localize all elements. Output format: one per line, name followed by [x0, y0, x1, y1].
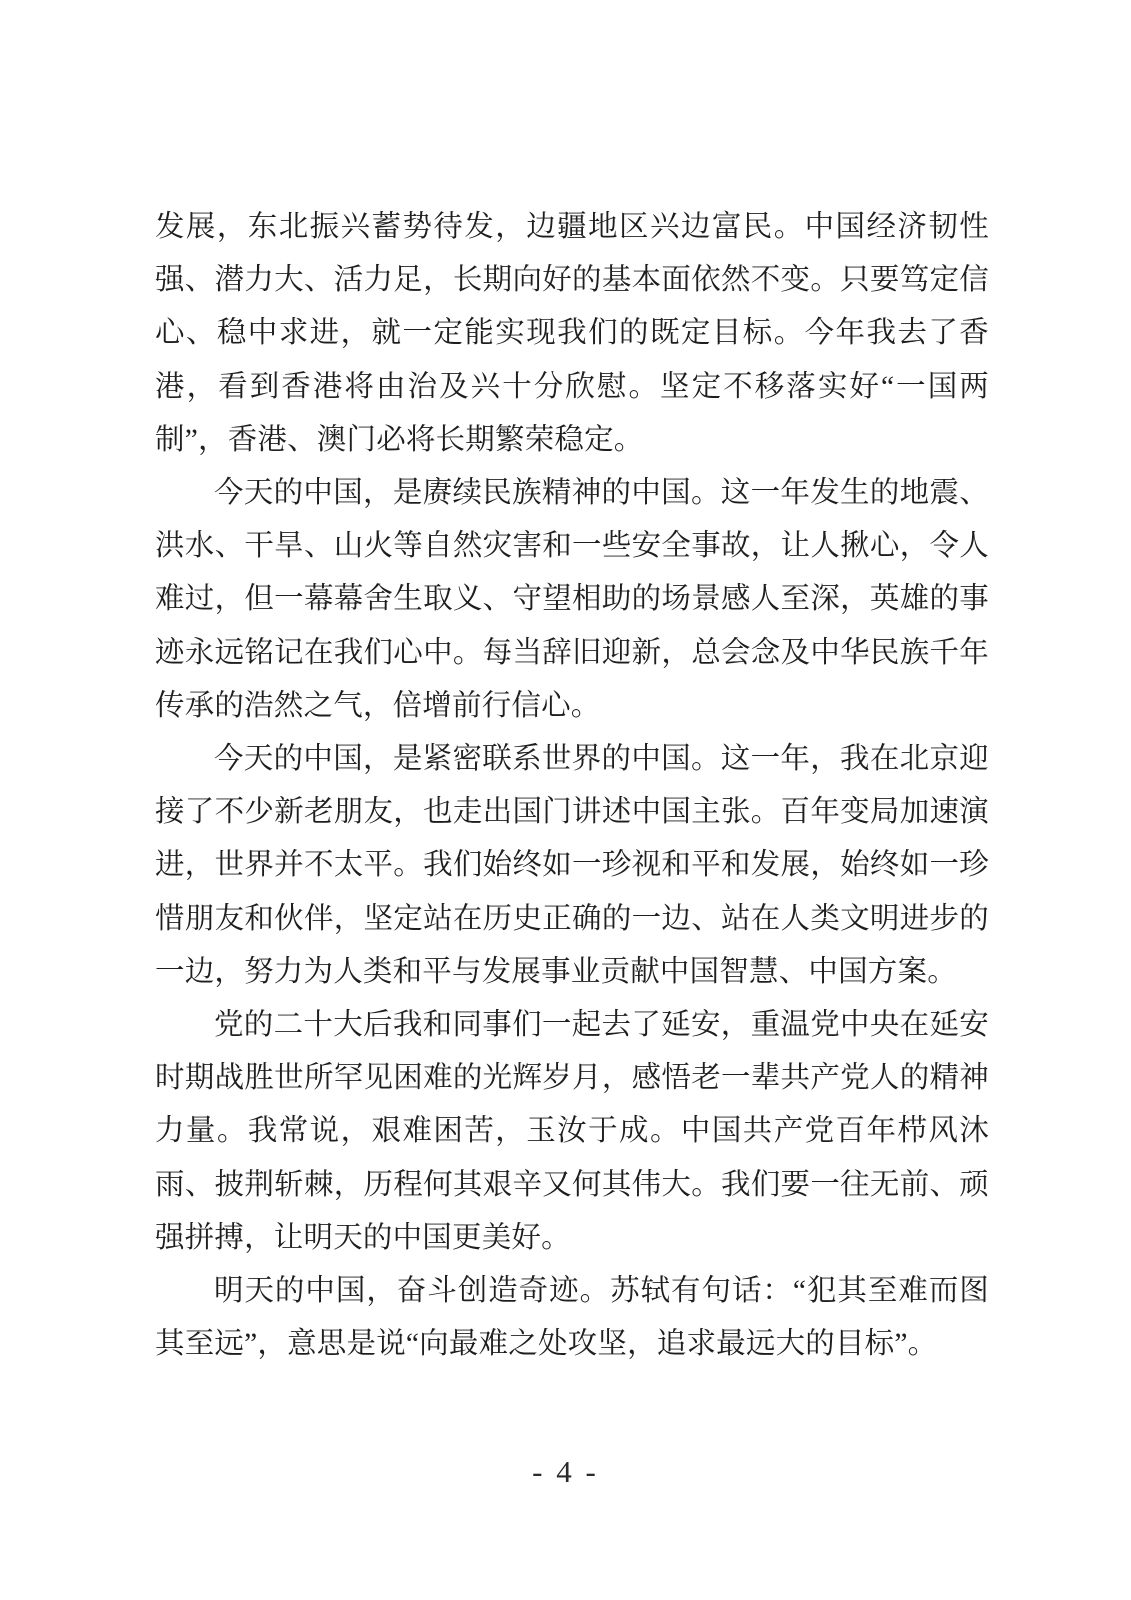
page-footer — [0, 1452, 1131, 1492]
document-body — [155, 201, 989, 1371]
paragraph-national-spirit: 今天的中国，是赓续民族精神的中国。这一年发生的地震、洪水、干旱、山火等自然灾害和一些安全事故，让人揪心，令人难过，但一幕幕舍生取义、守望相助的场景感人至深，英雄的事迹永远铭记在我们心中。每当辞旧迎新，总会念及中华民族千年传承的浩然之气，倍增前行信心。 — [155, 477, 989, 722]
paragraph-yanan: 党的二十大后我和同事们一起去了延安，重温党中央在延安时期战胜世所罕见困难的光辉岁月，感悟老一辈共产党人的精神力量。我常说，艰难困苦，玉汝于成。中国共产党百年栉风沐雨、披荆斩棘，历程何其艰辛又何其伟大。我们要一往无前、顽强拼搏，让明天的中国更美好。 — [155, 1009, 989, 1254]
page-number: - 4 - — [532, 1454, 599, 1489]
paragraph-tomorrow-china: 明天的中国，奋斗创造奇迹。苏轼有句话：“犯其至难而图其至远”，意思是说“向最难之处攻坚，追求最远大的目标”。 — [155, 1275, 989, 1361]
paragraph-continuation: 发展，东北振兴蓄势待发，边疆地区兴边富民。中国经济韧性强、潜力大、活力足，长期向好的基本面依然不变。只要笃定信心、稳中求进，就一定能实现我们的既定目标。今年我去了香港，看到香港将由治及兴十分欣慰。坚定不移落实好“一国两制”，香港、澳门必将长期繁荣稳定。 — [155, 211, 989, 456]
paragraph-world-ties: 今天的中国，是紧密联系世界的中国。这一年，我在北京迎接了不少新老朋友，也走出国门讲述中国主张。百年变局加速演进，世界并不太平。我们始终如一珍视和平和发展，始终如一珍惜朋友和伙伴，坚定站在历史正确的一边、站在人类文明进步的一边，努力为人类和平与发展事业贡献中国智慧、中国方案。 — [155, 743, 989, 988]
